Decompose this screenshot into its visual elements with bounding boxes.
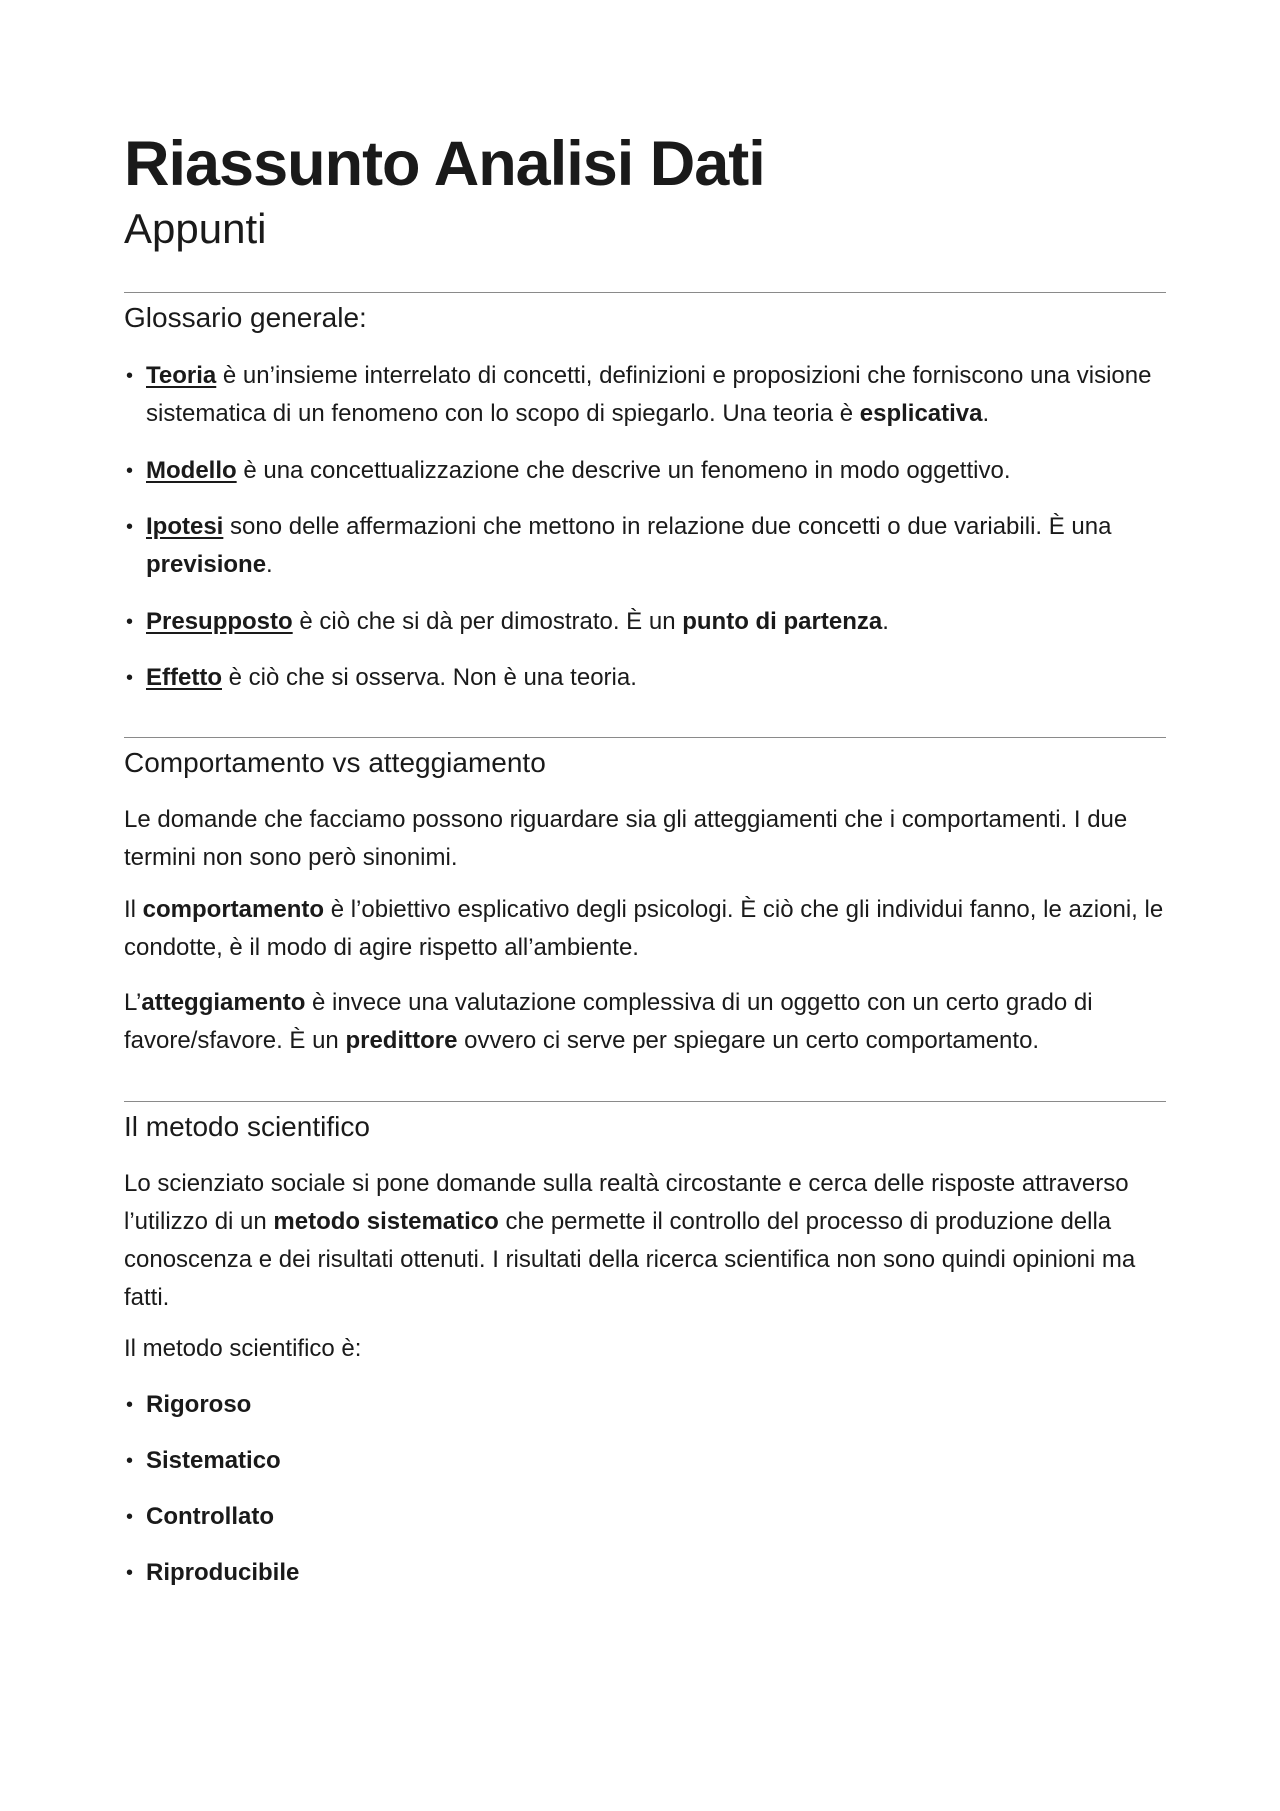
method-item: • Riproducibile <box>124 1554 1166 1592</box>
method-item: • Rigoroso <box>124 1386 1166 1424</box>
bullet-icon: • <box>126 460 134 482</box>
bullet-icon: • <box>126 1394 134 1416</box>
glossary-item-teoria: • Teoria è un’insieme interrelato di concetti, definizioni e proposizioni che forniscono una visione sistematica di un fenomeno con lo scopo di spiegarlo. Una teoria è esplicativa. <box>124 357 1166 433</box>
behavior-paragraph-1: Le domande che facciamo possono riguardare sia gli atteggiamenti che i comportamenti. I due termini non sono però sinonimi. <box>124 806 1128 871</box>
glossary-term: Effetto <box>146 664 222 691</box>
glossary-item-ipotesi: • Ipotesi sono delle affermazioni che mettono in relazione due concetti o due variabili. È una previsione. <box>124 508 1166 584</box>
glossary-item-modello: • Modello è una concettualizzazione che descrive un fenomeno in modo oggettivo. <box>124 452 1166 490</box>
glossary-term: Modello <box>146 457 237 484</box>
document-subtitle: Appunti <box>124 205 267 252</box>
behavior-paragraph-2: Il comportamento è l’obiettivo esplicativo degli psicologi. È ciò che gli individui fanno, le azioni, le condotte, è il modo di agire rispetto all’ambiente. <box>124 896 1164 961</box>
bullet-icon: • <box>126 1562 134 1584</box>
bullet-icon: • <box>126 365 134 387</box>
section-divider <box>124 737 1166 738</box>
section-divider <box>124 292 1166 293</box>
bullet-icon: • <box>126 1506 134 1528</box>
bullet-icon: • <box>126 611 134 633</box>
method-item: • Sistematico <box>124 1442 1166 1480</box>
glossary-item-presupposto: • Presupposto è ciò che si dà per dimostrato. È un punto di partenza. <box>124 603 1166 641</box>
bullet-icon: • <box>126 516 134 538</box>
bullet-icon: • <box>126 667 134 689</box>
glossary-item-effetto: • Effetto è ciò che si osserva. Non è una teoria. <box>124 659 1166 697</box>
glossary-term: Teoria <box>146 362 217 389</box>
method-paragraph-2: Il metodo scientifico è: <box>124 1335 362 1362</box>
bullet-icon: • <box>126 1450 134 1472</box>
section-divider <box>124 1101 1166 1102</box>
behavior-heading: Comportamento vs atteggiamento <box>124 747 546 778</box>
method-heading: Il metodo scientifico <box>124 1111 370 1142</box>
document-title: Riassunto Analisi Dati <box>124 129 765 199</box>
method-paragraph-1: Lo scienziato sociale si pone domande sulla realtà circostante e cerca delle risposte attraverso l’utilizzo di un metodo sistematico che permette il controllo del processo di produzione della conoscenza e dei risultati ottenuti. I risultati della ricerca scientifica non sono quindi opinioni ma fatti. <box>124 1170 1136 1311</box>
method-item: • Controllato <box>124 1498 1166 1536</box>
behavior-paragraph-3: L’atteggiamento è invece una valutazione complessiva di un oggetto con un certo grado di favore/sfavore. È un predittore ovvero ci serve per spiegare un certo comportamento. <box>124 989 1093 1054</box>
glossary-term: Ipotesi <box>146 513 224 540</box>
glossary-term: Presupposto <box>146 608 293 635</box>
glossary-heading: Glossario generale: <box>124 302 367 333</box>
